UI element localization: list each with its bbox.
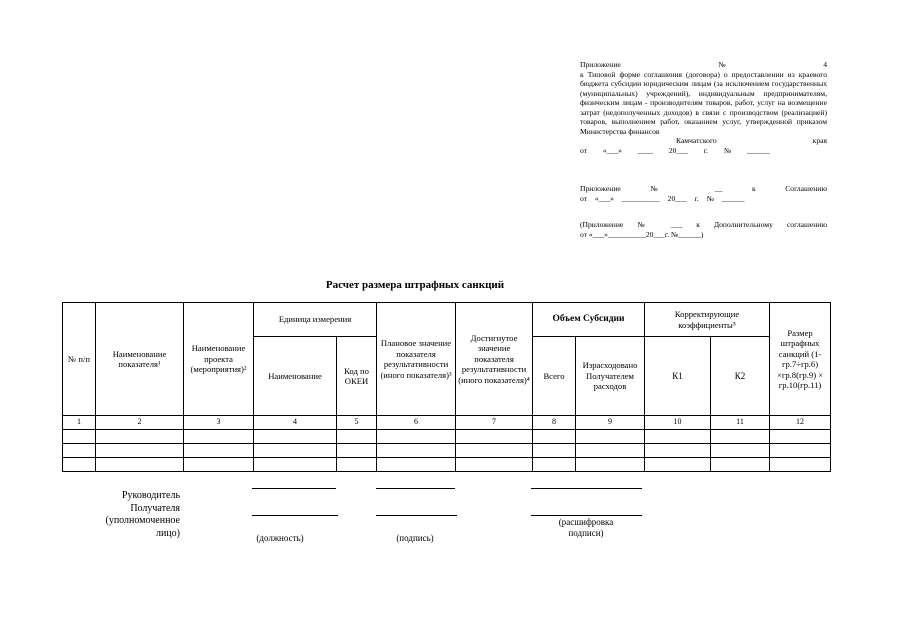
header-fine: Размер штрафных санкций (1-гр.7÷гр.6) ×гр.8(гр.9) × гр.10(гр.11) <box>770 303 831 416</box>
appendix-region-right: края <box>812 136 827 145</box>
header-plan: Плановое значение показателя результативности (иного показателя)³ <box>377 303 456 416</box>
decoding-caption: (расшифровка подписи) <box>558 517 614 538</box>
header-unit-code: Код по ОКЕИ <box>337 337 377 416</box>
header-project: Наименование проекта (мероприятия)² <box>184 303 254 416</box>
table-cell[interactable] <box>645 430 711 444</box>
table-cell[interactable] <box>456 444 533 458</box>
table-cell[interactable] <box>456 430 533 444</box>
header-k1: К1 <box>645 337 711 416</box>
table-cell[interactable] <box>184 458 254 472</box>
decoding-line-top[interactable] <box>531 488 642 489</box>
table-cell[interactable] <box>96 444 184 458</box>
table-cell[interactable] <box>533 458 576 472</box>
column-number: 12 <box>770 416 831 430</box>
table-cell[interactable] <box>456 458 533 472</box>
appendix-header-mid: № <box>718 60 726 69</box>
table-cell[interactable] <box>337 444 377 458</box>
decoding-line[interactable] <box>531 515 642 516</box>
column-number: 6 <box>377 416 456 430</box>
table-cell[interactable] <box>63 444 96 458</box>
header-subsidy: Объем Субсидии <box>533 303 645 337</box>
table-row <box>63 444 831 458</box>
table-cell[interactable] <box>377 430 456 444</box>
column-number: 9 <box>576 416 645 430</box>
table-cell[interactable] <box>711 444 770 458</box>
column-number: 7 <box>456 416 533 430</box>
appendix-text: к Типовой форме соглашения (договора) о предоставлении из краевого бюджета субсидии юридическим лицам (за исключением государственных (муниципальных) учреждений), индивидуальным предпринимателям, физическим лицам - производителям товаров, работ, услуг на возмещение затрат (недополученных доходов) в связи с производством (реализацией) товаров, выполнением работ, оказанием услуг, утвержденной приказом Министерства финансов <box>580 69 827 136</box>
table-cell[interactable] <box>96 430 184 444</box>
table-cell[interactable] <box>337 458 377 472</box>
appendix3-line1: (Приложение № ___ к Дополнительному соглашению <box>580 220 827 229</box>
signature-line-top[interactable] <box>376 488 455 489</box>
table-cell[interactable] <box>533 430 576 444</box>
position-line[interactable] <box>252 515 338 516</box>
signature-caption: (подпись) <box>396 533 434 543</box>
header-coef: Корректирующие коэффициенты⁵ <box>645 303 770 337</box>
table-cell[interactable] <box>770 458 831 472</box>
table-cell[interactable] <box>377 458 456 472</box>
table-cell[interactable] <box>96 458 184 472</box>
table-row <box>63 458 831 472</box>
table-cell[interactable] <box>377 444 456 458</box>
column-number: 11 <box>711 416 770 430</box>
appendix2-line1: Приложение № __ к Соглашению <box>580 184 827 193</box>
signature-line[interactable] <box>376 515 457 516</box>
appendix-date-line: от «___» ____ 20___ г. № ______ <box>580 145 770 155</box>
header-unit-name: Наименование <box>254 337 337 416</box>
position-line-top[interactable] <box>252 488 336 489</box>
appendix-region-line <box>580 136 827 146</box>
table-cell[interactable] <box>711 458 770 472</box>
table-cell[interactable] <box>770 444 831 458</box>
table-cell[interactable] <box>254 444 337 458</box>
header-unit: Единица измерения <box>254 303 377 337</box>
column-number: 4 <box>254 416 337 430</box>
column-number: 2 <box>96 416 184 430</box>
page-title: Расчет размера штрафных санкций <box>325 279 505 291</box>
table-cell[interactable] <box>533 444 576 458</box>
position-caption: (должность) <box>256 533 304 543</box>
signature-label: Руководитель Получателя (уполномоченное лицо) <box>105 490 180 539</box>
appendix-header-line <box>580 60 827 70</box>
table-cell[interactable] <box>63 458 96 472</box>
header-num: № п/п <box>63 303 96 416</box>
column-number: 8 <box>533 416 576 430</box>
table-cell[interactable] <box>337 430 377 444</box>
appendix2-line2: от «___» __________ 20___ г. № ______ <box>580 193 745 203</box>
column-number: 1 <box>63 416 96 430</box>
appendix-region-mid: Камчатского <box>675 136 717 145</box>
column-number: 10 <box>645 416 711 430</box>
header-k2: К2 <box>711 337 770 416</box>
table-row <box>63 430 831 444</box>
table-cell[interactable] <box>63 430 96 444</box>
table-cell[interactable] <box>576 444 645 458</box>
table-cell[interactable] <box>184 444 254 458</box>
table-cell[interactable] <box>254 430 337 444</box>
penalty-table <box>62 302 831 472</box>
table-cell[interactable] <box>770 430 831 444</box>
appendix3-line2: от «___»__________20___г. №______) <box>580 229 704 239</box>
table-cell[interactable] <box>576 430 645 444</box>
header-subsidy-total: Всего <box>533 337 576 416</box>
table-cell[interactable] <box>184 430 254 444</box>
table-cell[interactable] <box>576 458 645 472</box>
column-number-row <box>63 416 831 430</box>
table-cell[interactable] <box>254 458 337 472</box>
column-number: 5 <box>337 416 377 430</box>
table-cell[interactable] <box>711 430 770 444</box>
appendix-header-left: Приложение <box>580 60 621 69</box>
appendix-block <box>580 60 827 239</box>
header-achieved: Достигнутое значение показателя результативности (иного показателя)⁴ <box>456 303 533 416</box>
table-cell[interactable] <box>645 444 711 458</box>
appendix-header-right: 4 <box>823 60 827 69</box>
header-indicator: Наименование показателя¹ <box>96 303 184 416</box>
table-cell[interactable] <box>645 458 711 472</box>
header-subsidy-spent: Израсходовано Получателем расходов <box>576 337 645 416</box>
column-number: 3 <box>184 416 254 430</box>
